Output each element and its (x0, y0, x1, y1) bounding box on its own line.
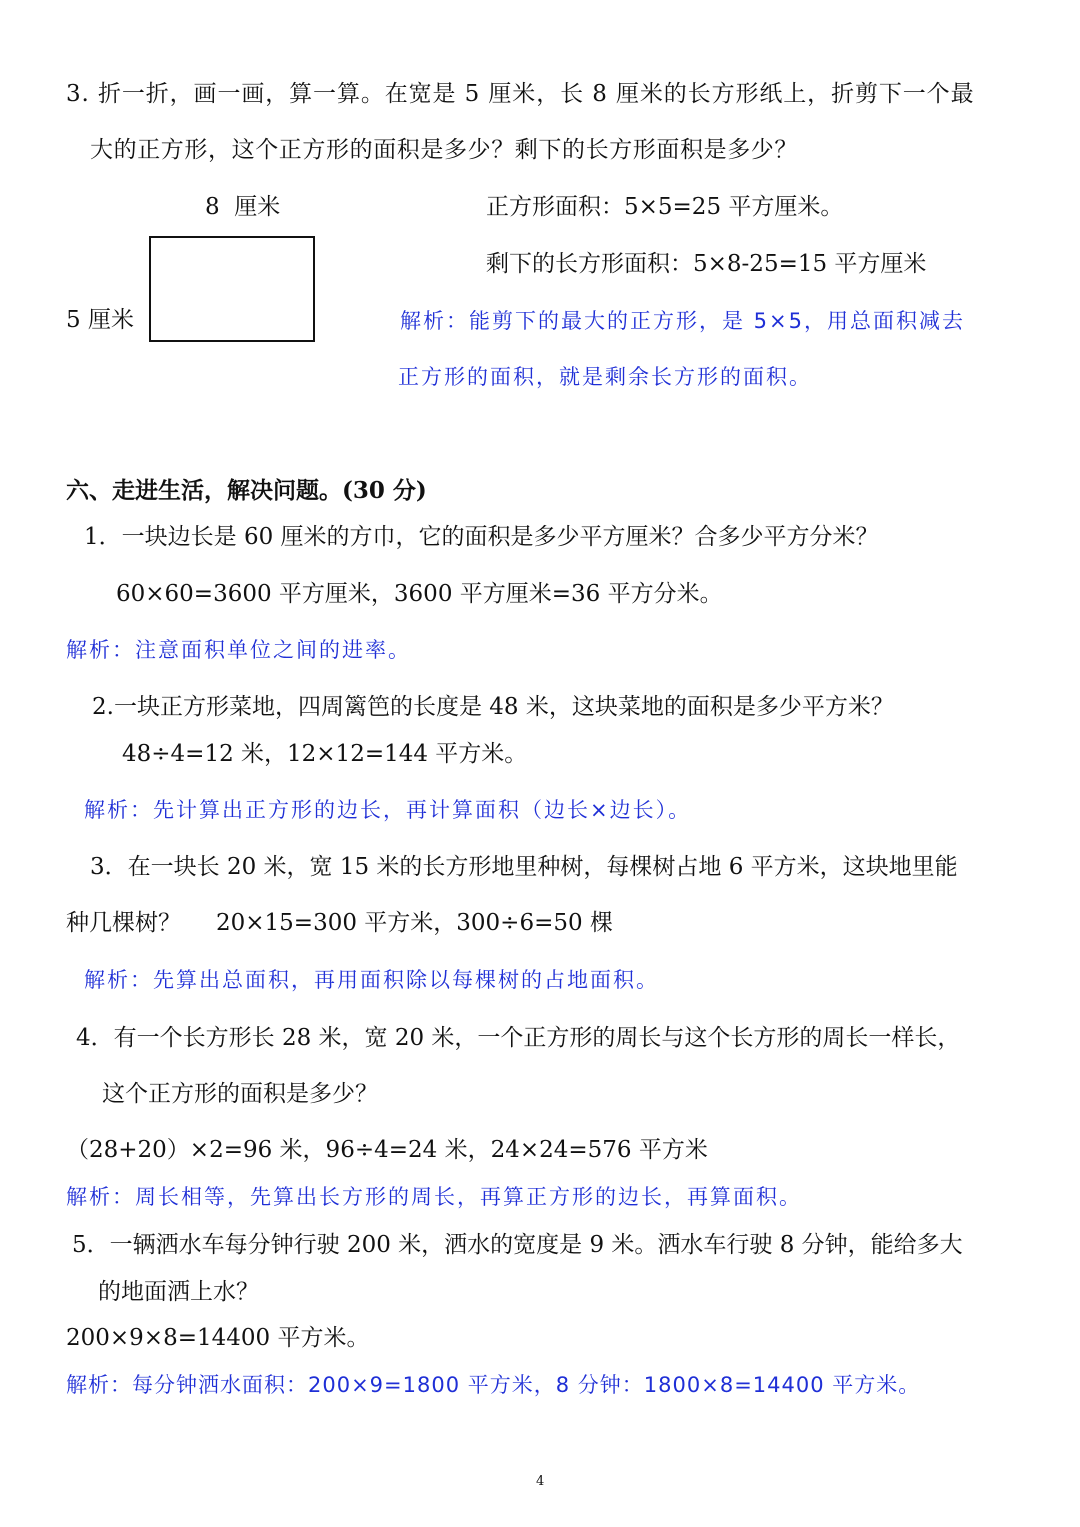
p1-answer: 60×60=3600 平方厘米，3600 平方厘米=36 平方分米。 (116, 581, 723, 607)
q3-answer-remaining-area: 剩下的长方形面积：5×8-25=15 平方厘米 (486, 251, 927, 277)
q3-answer-square-area: 正方形面积：5×5=25 平方厘米。 (486, 194, 844, 220)
p5-question-line1: 5．一辆洒水车每分钟行驶 200 米，洒水的宽度是 9 米。洒水车行驶 8 分钟，能给多大 (72, 1232, 963, 1258)
p3-answer: 20×15=300 平方米，300÷6=50 棵 (216, 910, 613, 936)
p2-answer: 48÷4=12 米，12×12=144 平方米。 (122, 741, 528, 767)
p3-analysis: 解析：先算出总面积，再用面积除以每棵树的占地面积。 (84, 968, 659, 992)
p5-question-line2: 的地面洒上水？ (98, 1279, 259, 1305)
p5-answer: 200×9×8=14400 平方米。 (66, 1325, 370, 1351)
p1-analysis: 解析：注意面积单位之间的进率。 (66, 638, 411, 662)
rect-width-label: 5 厘米 (66, 307, 134, 333)
p2-analysis: 解析：先计算出正方形的边长，再计算面积（边长×边长）。 (84, 798, 692, 822)
p4-answer: （28+20）×2=96 米，96÷4=24 米，24×24=576 平方米 (66, 1137, 708, 1163)
p3-question-line1: 3．在一块长 20 米，宽 15 米的长方形地里种树，每棵树占地 6 平方米，这块地里能 (90, 854, 958, 880)
p4-question-line2: 这个正方形的面积是多少？ (102, 1081, 378, 1107)
page-number: 4 (536, 1474, 545, 1489)
p1-question: 1．一块边长是 60 厘米的方巾，它的面积是多少平方厘米？合多少平方分米？ (84, 524, 879, 550)
p2-question: 2.一块正方形菜地，四周篱笆的长度是 48 米，这块菜地的面积是多少平方米？ (92, 694, 894, 720)
p3-question-line2: 种几棵树？ (66, 910, 181, 936)
p5-analysis: 解析：每分钟洒水面积：200×9=1800 平方米，8 分钟：1800×8=14400 平方米。 (66, 1373, 921, 1397)
p4-analysis: 解析：周长相等，先算出长方形的周长，再算正方形的边长，再算面积。 (66, 1185, 802, 1209)
rect-length-label: 8 厘米 (205, 194, 281, 220)
q3-analysis-line1: 解析：能剪下的最大的正方形，是 5×5，用总面积减去 (400, 309, 965, 333)
q3-question-line1: 3. 折一折，画一画，算一算。在宽是 5 厘米，长 8 厘米的长方形纸上，折剪下一个最 (66, 81, 975, 107)
rectangle-diagram (149, 236, 315, 342)
section-title: 六、走进生活，解决问题。(30 分) (66, 477, 427, 504)
q3-question-line2: 大的正方形，这个正方形的面积是多少？剩下的长方形面积是多少？ (90, 137, 798, 163)
q3-analysis-line2: 正方形的面积，就是剩余长方形的面积。 (398, 365, 812, 389)
p4-question-line1: 4．有一个长方形长 28 米，宽 20 米，一个正方形的周长与这个长方形的周长一样长， (76, 1025, 961, 1051)
